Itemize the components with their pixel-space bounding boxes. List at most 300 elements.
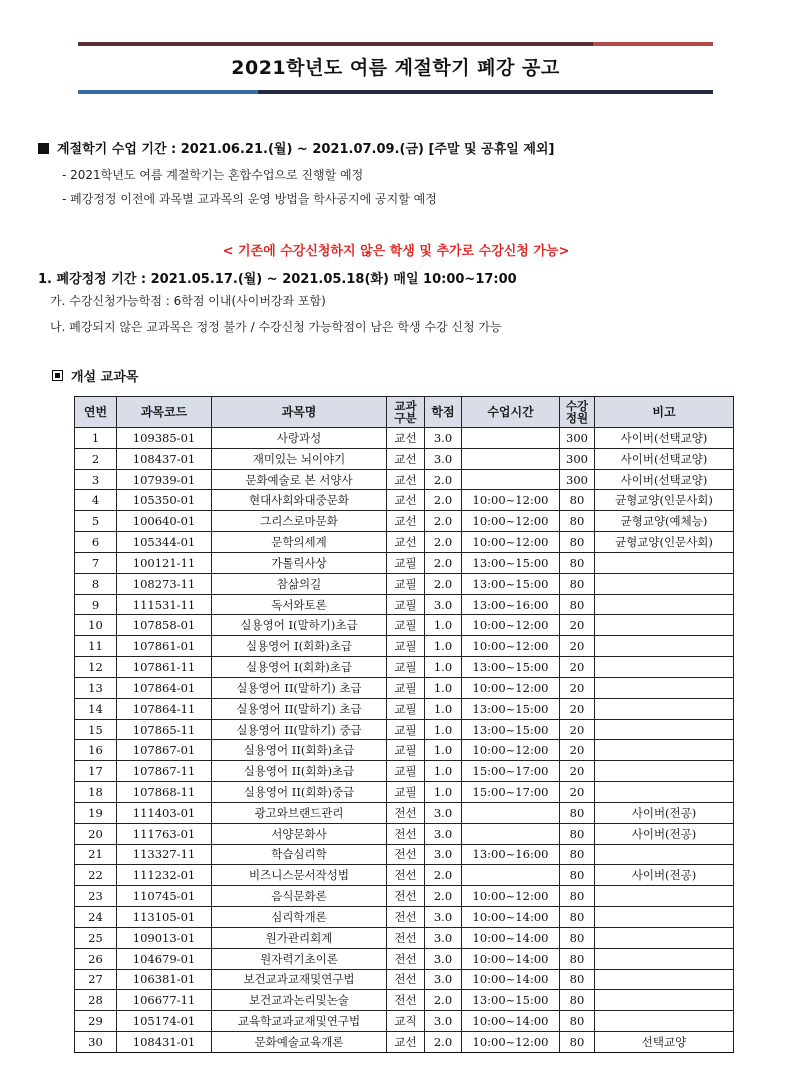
class-time-cell <box>462 469 560 490</box>
course-code-cell: 106381-01 <box>117 969 212 990</box>
session-period-heading <box>38 138 554 157</box>
col-name-header: 과목명 <box>212 397 387 428</box>
credit-cell: 1.0 <box>425 719 462 740</box>
session-note: - 2021학년도 여름 계절학기는 혼합수업으로 진행할 예정 <box>62 168 364 182</box>
course-name-cell: 실용영어 II(회화)초급 <box>212 740 387 761</box>
capacity-cell: 80 <box>560 573 595 594</box>
course-code-cell: 113105-01 <box>117 907 212 928</box>
seq-cell: 20 <box>75 823 117 844</box>
seq-cell: 12 <box>75 657 117 678</box>
credit-cell: 1.0 <box>425 677 462 698</box>
course-code-cell: 110745-01 <box>117 886 212 907</box>
seq-cell: 4 <box>75 490 117 511</box>
table-row <box>75 615 734 636</box>
course-type-cell: 교필 <box>387 740 425 761</box>
remark-cell: 사이버(전공) <box>595 823 734 844</box>
course-code-cell: 107864-11 <box>117 698 212 719</box>
class-time-cell <box>462 428 560 449</box>
course-name-cell: 사랑과성 <box>212 428 387 449</box>
credit-cell: 2.0 <box>425 990 462 1011</box>
table-row <box>75 761 734 782</box>
title-top-rule-accent <box>593 42 713 46</box>
col-seq-header: 연번 <box>75 397 117 428</box>
capacity-cell: 80 <box>560 532 595 553</box>
course-code-cell: 113327-11 <box>117 844 212 865</box>
credit-cell: 1.0 <box>425 615 462 636</box>
credit-cell: 3.0 <box>425 927 462 948</box>
capacity-cell: 300 <box>560 469 595 490</box>
course-table <box>74 396 734 1053</box>
col-time-header: 수업시간 <box>462 397 560 428</box>
credit-cell: 3.0 <box>425 948 462 969</box>
capacity-cell: 80 <box>560 802 595 823</box>
remark-cell <box>595 719 734 740</box>
table-row <box>75 969 734 990</box>
class-time-cell: 10:00~12:00 <box>462 532 560 553</box>
course-name-cell: 원가관리회계 <box>212 927 387 948</box>
capacity-cell: 80 <box>560 594 595 615</box>
credit-cell: 3.0 <box>425 823 462 844</box>
course-code-cell: 108437-01 <box>117 448 212 469</box>
course-type-cell: 교필 <box>387 719 425 740</box>
course-code-cell: 107939-01 <box>117 469 212 490</box>
class-time-cell: 10:00~14:00 <box>462 969 560 990</box>
class-time-cell: 10:00~12:00 <box>462 1032 560 1053</box>
seq-cell: 25 <box>75 927 117 948</box>
course-type-cell: 교필 <box>387 573 425 594</box>
credit-cell: 2.0 <box>425 886 462 907</box>
credit-cell: 3.0 <box>425 448 462 469</box>
class-time-cell: 10:00~12:00 <box>462 677 560 698</box>
remark-cell: 선택교양 <box>595 1032 734 1053</box>
remark-cell <box>595 782 734 803</box>
courses-section-heading <box>52 366 138 385</box>
class-time-cell: 15:00~17:00 <box>462 782 560 803</box>
course-code-cell: 111763-01 <box>117 823 212 844</box>
course-name-cell: 실용영어 II(말하기) 초급 <box>212 698 387 719</box>
table-row <box>75 469 734 490</box>
table-row <box>75 802 734 823</box>
courses-section-title: 개설 교과목 <box>71 370 139 385</box>
table-row <box>75 927 734 948</box>
course-code-cell: 106677-11 <box>117 990 212 1011</box>
seq-cell: 5 <box>75 511 117 532</box>
course-name-cell: 그리스로마문화 <box>212 511 387 532</box>
credit-cell: 2.0 <box>425 573 462 594</box>
remark-cell: 균형교양(인문사회) <box>595 532 734 553</box>
class-time-cell: 13:00~15:00 <box>462 990 560 1011</box>
course-code-cell: 105344-01 <box>117 532 212 553</box>
remark-cell <box>595 615 734 636</box>
seq-cell: 14 <box>75 698 117 719</box>
course-name-cell: 실용영어 II(회화)초급 <box>212 761 387 782</box>
course-type-cell: 교선 <box>387 448 425 469</box>
course-type-cell: 교필 <box>387 615 425 636</box>
course-code-cell: 105350-01 <box>117 490 212 511</box>
course-code-cell: 100640-01 <box>117 511 212 532</box>
capacity-cell: 20 <box>560 615 595 636</box>
capacity-cell: 80 <box>560 823 595 844</box>
remark-cell <box>595 969 734 990</box>
class-time-cell: 13:00~15:00 <box>462 573 560 594</box>
capacity-cell: 80 <box>560 969 595 990</box>
capacity-cell: 20 <box>560 698 595 719</box>
capacity-cell: 300 <box>560 428 595 449</box>
course-code-cell: 111403-01 <box>117 802 212 823</box>
course-type-cell: 교필 <box>387 698 425 719</box>
course-name-cell: 문화예술교육개론 <box>212 1032 387 1053</box>
seq-cell: 1 <box>75 428 117 449</box>
remark-cell <box>595 740 734 761</box>
session-note: - 폐강정정 이전에 과목별 교과목의 운영 방법을 학사공지에 공지할 예정 <box>62 192 437 206</box>
correction-item: 나. 폐강되지 않은 교과목은 정정 불가 / 수강신청 가능학점이 남은 학생 수강 신청 가능 <box>50 320 502 334</box>
course-type-cell: 전선 <box>387 865 425 886</box>
course-code-cell: 105174-01 <box>117 1011 212 1032</box>
capacity-cell: 20 <box>560 677 595 698</box>
class-time-cell: 10:00~14:00 <box>462 948 560 969</box>
course-name-cell: 심리학개론 <box>212 907 387 928</box>
course-type-cell: 교선 <box>387 428 425 449</box>
table-row <box>75 511 734 532</box>
course-code-cell: 107867-01 <box>117 740 212 761</box>
course-type-cell: 전선 <box>387 927 425 948</box>
course-type-cell: 교필 <box>387 636 425 657</box>
filled-square-bullet-icon <box>38 143 49 154</box>
remark-cell: 사이버(전공) <box>595 802 734 823</box>
credit-cell: 1.0 <box>425 698 462 719</box>
table-row <box>75 782 734 803</box>
col-code-header: 과목코드 <box>117 397 212 428</box>
credit-cell: 3.0 <box>425 969 462 990</box>
capacity-cell: 20 <box>560 782 595 803</box>
remark-cell <box>595 761 734 782</box>
course-name-cell: 실용영어 II(말하기) 중급 <box>212 719 387 740</box>
course-code-cell: 100121-11 <box>117 552 212 573</box>
capacity-cell: 80 <box>560 907 595 928</box>
capacity-cell: 80 <box>560 1011 595 1032</box>
table-row <box>75 552 734 573</box>
remark-cell <box>595 636 734 657</box>
course-code-cell: 108431-01 <box>117 1032 212 1053</box>
capacity-cell: 80 <box>560 844 595 865</box>
capacity-cell: 80 <box>560 886 595 907</box>
class-time-cell: 10:00~12:00 <box>462 511 560 532</box>
seq-cell: 13 <box>75 677 117 698</box>
table-row <box>75 657 734 678</box>
course-code-cell: 109013-01 <box>117 927 212 948</box>
table-row <box>75 886 734 907</box>
course-name-cell: 광고와브랜드관리 <box>212 802 387 823</box>
seq-cell: 9 <box>75 594 117 615</box>
course-code-cell: 107867-11 <box>117 761 212 782</box>
course-code-cell: 109385-01 <box>117 428 212 449</box>
remark-cell <box>595 698 734 719</box>
credit-cell: 3.0 <box>425 802 462 823</box>
capacity-cell: 300 <box>560 448 595 469</box>
table-row <box>75 719 734 740</box>
course-type-cell: 전선 <box>387 886 425 907</box>
capacity-cell: 80 <box>560 990 595 1011</box>
course-name-cell: 실용영어 I(회화)초급 <box>212 636 387 657</box>
credit-cell: 3.0 <box>425 844 462 865</box>
course-type-cell: 교선 <box>387 490 425 511</box>
remark-cell <box>595 844 734 865</box>
credit-cell: 1.0 <box>425 761 462 782</box>
class-time-cell: 10:00~14:00 <box>462 927 560 948</box>
course-type-cell: 전선 <box>387 948 425 969</box>
capacity-cell: 80 <box>560 490 595 511</box>
class-time-cell <box>462 448 560 469</box>
table-row <box>75 594 734 615</box>
seq-cell: 10 <box>75 615 117 636</box>
class-time-cell: 13:00~15:00 <box>462 552 560 573</box>
remark-cell: 사이버(전공) <box>595 865 734 886</box>
class-time-cell: 10:00~12:00 <box>462 886 560 907</box>
class-time-cell: 13:00~16:00 <box>462 594 560 615</box>
course-name-cell: 보건교과논리및논술 <box>212 990 387 1011</box>
table-row <box>75 677 734 698</box>
class-time-cell: 10:00~14:00 <box>462 907 560 928</box>
class-time-cell: 15:00~17:00 <box>462 761 560 782</box>
class-time-cell: 13:00~15:00 <box>462 657 560 678</box>
class-time-cell: 10:00~12:00 <box>462 490 560 511</box>
capacity-cell: 20 <box>560 761 595 782</box>
course-type-cell: 전선 <box>387 907 425 928</box>
table-row <box>75 448 734 469</box>
seq-cell: 26 <box>75 948 117 969</box>
credit-cell: 1.0 <box>425 657 462 678</box>
course-name-cell: 교육학교과교재및연구법 <box>212 1011 387 1032</box>
course-name-cell: 음식문화론 <box>212 886 387 907</box>
title-bottom-rule <box>78 90 713 94</box>
course-name-cell: 참삶의길 <box>212 573 387 594</box>
seq-cell: 18 <box>75 782 117 803</box>
course-name-cell: 서양문화사 <box>212 823 387 844</box>
class-time-cell: 10:00~12:00 <box>462 636 560 657</box>
credit-cell: 2.0 <box>425 865 462 886</box>
course-code-cell: 104679-01 <box>117 948 212 969</box>
capacity-cell: 20 <box>560 740 595 761</box>
remark-cell <box>595 552 734 573</box>
course-code-cell: 107858-01 <box>117 615 212 636</box>
capacity-cell: 80 <box>560 1032 595 1053</box>
table-row <box>75 948 734 969</box>
course-type-cell: 교선 <box>387 1032 425 1053</box>
capacity-cell: 80 <box>560 865 595 886</box>
table-row <box>75 907 734 928</box>
course-code-cell: 111232-01 <box>117 865 212 886</box>
course-name-cell: 실용영어 II(회화)중급 <box>212 782 387 803</box>
seq-cell: 8 <box>75 573 117 594</box>
seq-cell: 24 <box>75 907 117 928</box>
seq-cell: 27 <box>75 969 117 990</box>
course-type-cell: 교선 <box>387 511 425 532</box>
course-code-cell: 107861-01 <box>117 636 212 657</box>
class-time-cell <box>462 823 560 844</box>
remark-cell <box>595 573 734 594</box>
table-row <box>75 428 734 449</box>
seq-cell: 16 <box>75 740 117 761</box>
col-capacity-header: 수강 정원 <box>560 397 595 428</box>
table-row <box>75 844 734 865</box>
remark-cell <box>595 1011 734 1032</box>
course-code-cell: 107861-11 <box>117 657 212 678</box>
capacity-cell: 20 <box>560 636 595 657</box>
course-code-cell: 111531-11 <box>117 594 212 615</box>
course-code-cell: 107868-11 <box>117 782 212 803</box>
course-type-cell: 교필 <box>387 677 425 698</box>
course-name-cell: 재미있는 뇌이야기 <box>212 448 387 469</box>
remark-cell <box>595 990 734 1011</box>
seq-cell: 30 <box>75 1032 117 1053</box>
course-type-cell: 전선 <box>387 802 425 823</box>
correction-item: 가. 수강신청가능학점 : 6학점 이내(사이버강좌 포함) <box>50 294 326 308</box>
credit-cell: 2.0 <box>425 490 462 511</box>
seq-cell: 17 <box>75 761 117 782</box>
credit-cell: 3.0 <box>425 1011 462 1032</box>
remark-cell <box>595 948 734 969</box>
remark-cell: 사이버(선택교양) <box>595 428 734 449</box>
capacity-cell: 80 <box>560 927 595 948</box>
table-row <box>75 865 734 886</box>
course-type-cell: 교선 <box>387 532 425 553</box>
class-time-cell <box>462 865 560 886</box>
course-name-cell: 보건교과교재및연구법 <box>212 969 387 990</box>
seq-cell: 22 <box>75 865 117 886</box>
course-type-cell: 교필 <box>387 657 425 678</box>
course-type-cell: 전선 <box>387 844 425 865</box>
seq-cell: 7 <box>75 552 117 573</box>
seq-cell: 6 <box>75 532 117 553</box>
title-bottom-rule-accent <box>78 90 258 94</box>
boxed-square-bullet-icon <box>52 370 63 381</box>
table-row <box>75 698 734 719</box>
table-header-row <box>75 397 734 428</box>
title-bottom-rule-dark <box>258 90 713 94</box>
credit-cell: 3.0 <box>425 594 462 615</box>
course-name-cell: 비즈니스문서작성법 <box>212 865 387 886</box>
remark-cell <box>595 886 734 907</box>
course-code-cell: 107864-01 <box>117 677 212 698</box>
course-name-cell: 실용영어 I(말하기)초급 <box>212 615 387 636</box>
course-name-cell: 현대사회와대중문화 <box>212 490 387 511</box>
course-code-cell: 108273-11 <box>117 573 212 594</box>
title-top-rule <box>78 42 713 46</box>
capacity-cell: 20 <box>560 719 595 740</box>
course-name-cell: 독서와토론 <box>212 594 387 615</box>
credit-cell: 2.0 <box>425 511 462 532</box>
col-remark-header: 비고 <box>595 397 734 428</box>
course-type-cell: 교직 <box>387 1011 425 1032</box>
seq-cell: 11 <box>75 636 117 657</box>
credit-cell: 1.0 <box>425 782 462 803</box>
course-name-cell: 실용영어 II(말하기) 초급 <box>212 677 387 698</box>
remark-cell <box>595 907 734 928</box>
remark-cell: 사이버(선택교양) <box>595 448 734 469</box>
table-row <box>75 823 734 844</box>
table-body <box>75 428 734 1053</box>
remark-cell <box>595 677 734 698</box>
credit-cell: 3.0 <box>425 907 462 928</box>
remark-cell <box>595 927 734 948</box>
course-name-cell: 학습심리학 <box>212 844 387 865</box>
seq-cell: 21 <box>75 844 117 865</box>
remark-cell: 균형교양(예체능) <box>595 511 734 532</box>
seq-cell: 15 <box>75 719 117 740</box>
seq-cell: 23 <box>75 886 117 907</box>
course-type-cell: 교필 <box>387 782 425 803</box>
course-name-cell: 문화예술로 본 서양사 <box>212 469 387 490</box>
course-name-cell: 원자력기초이론 <box>212 948 387 969</box>
capacity-cell: 20 <box>560 657 595 678</box>
course-type-cell: 교필 <box>387 552 425 573</box>
remark-cell: 사이버(선택교양) <box>595 469 734 490</box>
course-type-cell: 전선 <box>387 823 425 844</box>
correction-period-heading: 1. 폐강정정 기간 : 2021.05.17.(월) ~ 2021.05.18(화) 매일 10:00~17:00 <box>38 272 517 287</box>
remark-cell <box>595 594 734 615</box>
credit-cell: 2.0 <box>425 1032 462 1053</box>
course-type-cell: 교필 <box>387 761 425 782</box>
seq-cell: 2 <box>75 448 117 469</box>
seq-cell: 19 <box>75 802 117 823</box>
course-type-cell: 교필 <box>387 594 425 615</box>
table-row <box>75 490 734 511</box>
course-name-cell: 가톨릭사상 <box>212 552 387 573</box>
class-time-cell: 13:00~15:00 <box>462 698 560 719</box>
credit-cell: 1.0 <box>425 636 462 657</box>
table-row <box>75 740 734 761</box>
class-time-cell: 10:00~14:00 <box>462 1011 560 1032</box>
table-row <box>75 636 734 657</box>
table-row <box>75 1032 734 1053</box>
table-row <box>75 573 734 594</box>
credit-cell: 1.0 <box>425 740 462 761</box>
course-code-cell: 107865-11 <box>117 719 212 740</box>
credit-cell: 2.0 <box>425 469 462 490</box>
course-type-cell: 교선 <box>387 469 425 490</box>
credit-cell: 2.0 <box>425 532 462 553</box>
class-time-cell: 10:00~12:00 <box>462 615 560 636</box>
capacity-cell: 80 <box>560 948 595 969</box>
class-time-cell: 13:00~16:00 <box>462 844 560 865</box>
remark-cell <box>595 657 734 678</box>
title-top-rule-dark <box>78 42 593 46</box>
col-type-header: 교과 구분 <box>387 397 425 428</box>
class-time-cell: 13:00~15:00 <box>462 719 560 740</box>
capacity-cell: 80 <box>560 511 595 532</box>
course-name-cell: 문학의세계 <box>212 532 387 553</box>
col-credit-header: 학점 <box>425 397 462 428</box>
course-type-cell: 전선 <box>387 969 425 990</box>
capacity-cell: 80 <box>560 552 595 573</box>
course-name-cell: 실용영어 I(회화)초급 <box>212 657 387 678</box>
session-period-text: 계절학기 수업 기간 : 2021.06.21.(월) ~ 2021.07.09.(금) [주말 및 공휴일 제외] <box>57 142 555 157</box>
seq-cell: 28 <box>75 990 117 1011</box>
remark-cell: 균형교양(인문사회) <box>595 490 734 511</box>
class-time-cell: 10:00~12:00 <box>462 740 560 761</box>
table-row <box>75 990 734 1011</box>
seq-cell: 29 <box>75 1011 117 1032</box>
credit-cell: 2.0 <box>425 552 462 573</box>
table-row <box>75 1011 734 1032</box>
table-row <box>75 532 734 553</box>
course-type-cell: 전선 <box>387 990 425 1011</box>
class-time-cell <box>462 802 560 823</box>
seq-cell: 3 <box>75 469 117 490</box>
registration-notice: < 기존에 수강신청하지 않은 학생 및 추가로 수강신청 가능> <box>222 244 570 259</box>
credit-cell: 3.0 <box>425 428 462 449</box>
page-title: 2021학년도 여름 계절학기 폐강 공고 <box>231 57 560 79</box>
